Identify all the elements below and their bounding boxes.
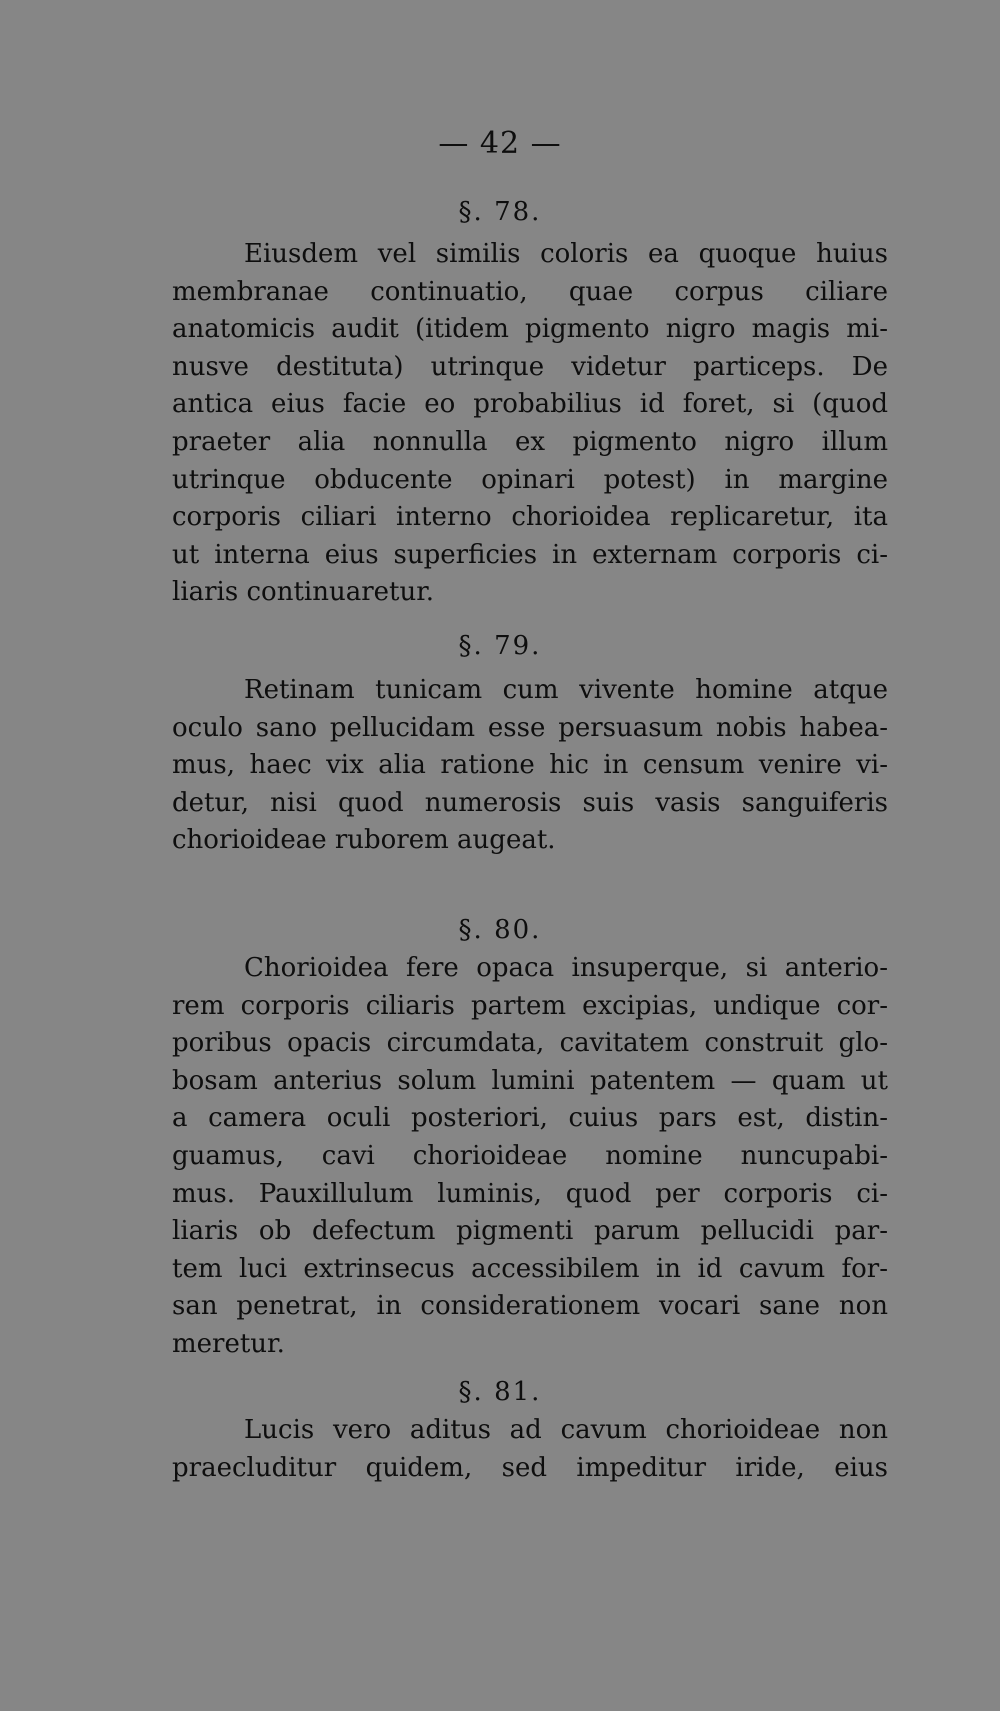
text-line: oculo sano pellucidam esse persuasum nobis habea- <box>172 712 888 743</box>
text-line: liaris ob defectum pigmenti parum pellucidi par- <box>172 1216 888 1247</box>
text-line: mus, haec vix alia ratione hic in censum venire vi- <box>172 750 888 781</box>
section-title-81: §. 81. <box>458 1377 542 1407</box>
text-line: meretur. <box>172 1328 285 1359</box>
text-line: bosam anterius solum lumini patentem — quam ut <box>172 1065 888 1096</box>
text-line: praecluditur quidem, sed impeditur iride, eius <box>172 1452 888 1483</box>
text-line: mus. Pauxillulum luminis, quod per corporis ci- <box>172 1178 888 1209</box>
page-number-header: — 42 — <box>438 126 562 161</box>
text-line: poribus opacis circumdata, cavitatem construit glo- <box>172 1028 888 1059</box>
text-line: Lucis vero aditus ad cavum chorioideae non <box>244 1415 888 1445</box>
section-title-80: §. 80. <box>458 915 542 945</box>
paragraph-78 <box>172 236 888 612</box>
text-line: nusve destituta) utrinque videtur particeps. De <box>172 351 888 382</box>
text-line: praeter alia nonnulla ex pigmento nigro illum <box>172 426 888 457</box>
text-line: liaris continuaretur. <box>172 577 435 608</box>
text-line: chorioideae ruborem augeat. <box>172 825 556 856</box>
paragraph-81 <box>172 1412 888 1487</box>
text-line: corporis ciliari interno chorioidea replicaretur, ita <box>172 502 888 533</box>
text-line: guamus, cavi chorioideae nomine nuncupabi- <box>172 1140 888 1171</box>
text-line: san penetrat, in considerationem vocari sane non <box>172 1291 888 1322</box>
text-line: Chorioidea fere opaca insuperque, si anterio- <box>244 953 888 983</box>
paragraph-80 <box>172 950 888 1364</box>
text-line: Eiusdem vel similis coloris ea quoque huius <box>244 239 888 269</box>
text-line: tem luci extrinsecus accessibilem in id cavum for- <box>172 1253 888 1284</box>
text-line: a camera oculi posteriori, cuius pars est, distin- <box>172 1103 888 1134</box>
text-line: utrinque obducente opinari potest) in margine <box>172 464 888 495</box>
paragraph-79 <box>172 672 888 860</box>
text-line: anatomicis audit (itidem pigmento nigro magis mi- <box>172 314 888 345</box>
text-line: rem corporis ciliaris partem excipias, undique cor- <box>172 990 888 1021</box>
text-line: ut interna eius superficies in externam corporis ci- <box>172 539 888 570</box>
text-line: membranae continuatio, quae corpus ciliare <box>172 276 888 307</box>
text-line: detur, nisi quod numerosis suis vasis sanguiferis <box>172 787 888 818</box>
text-line: Retinam tunicam cum vivente homine atque <box>244 675 888 705</box>
section-title-78: §. 78. <box>458 197 542 227</box>
text-line: antica eius facie eo probabilius id foret, si (quod <box>172 389 888 420</box>
section-title-79: §. 79. <box>458 631 542 661</box>
